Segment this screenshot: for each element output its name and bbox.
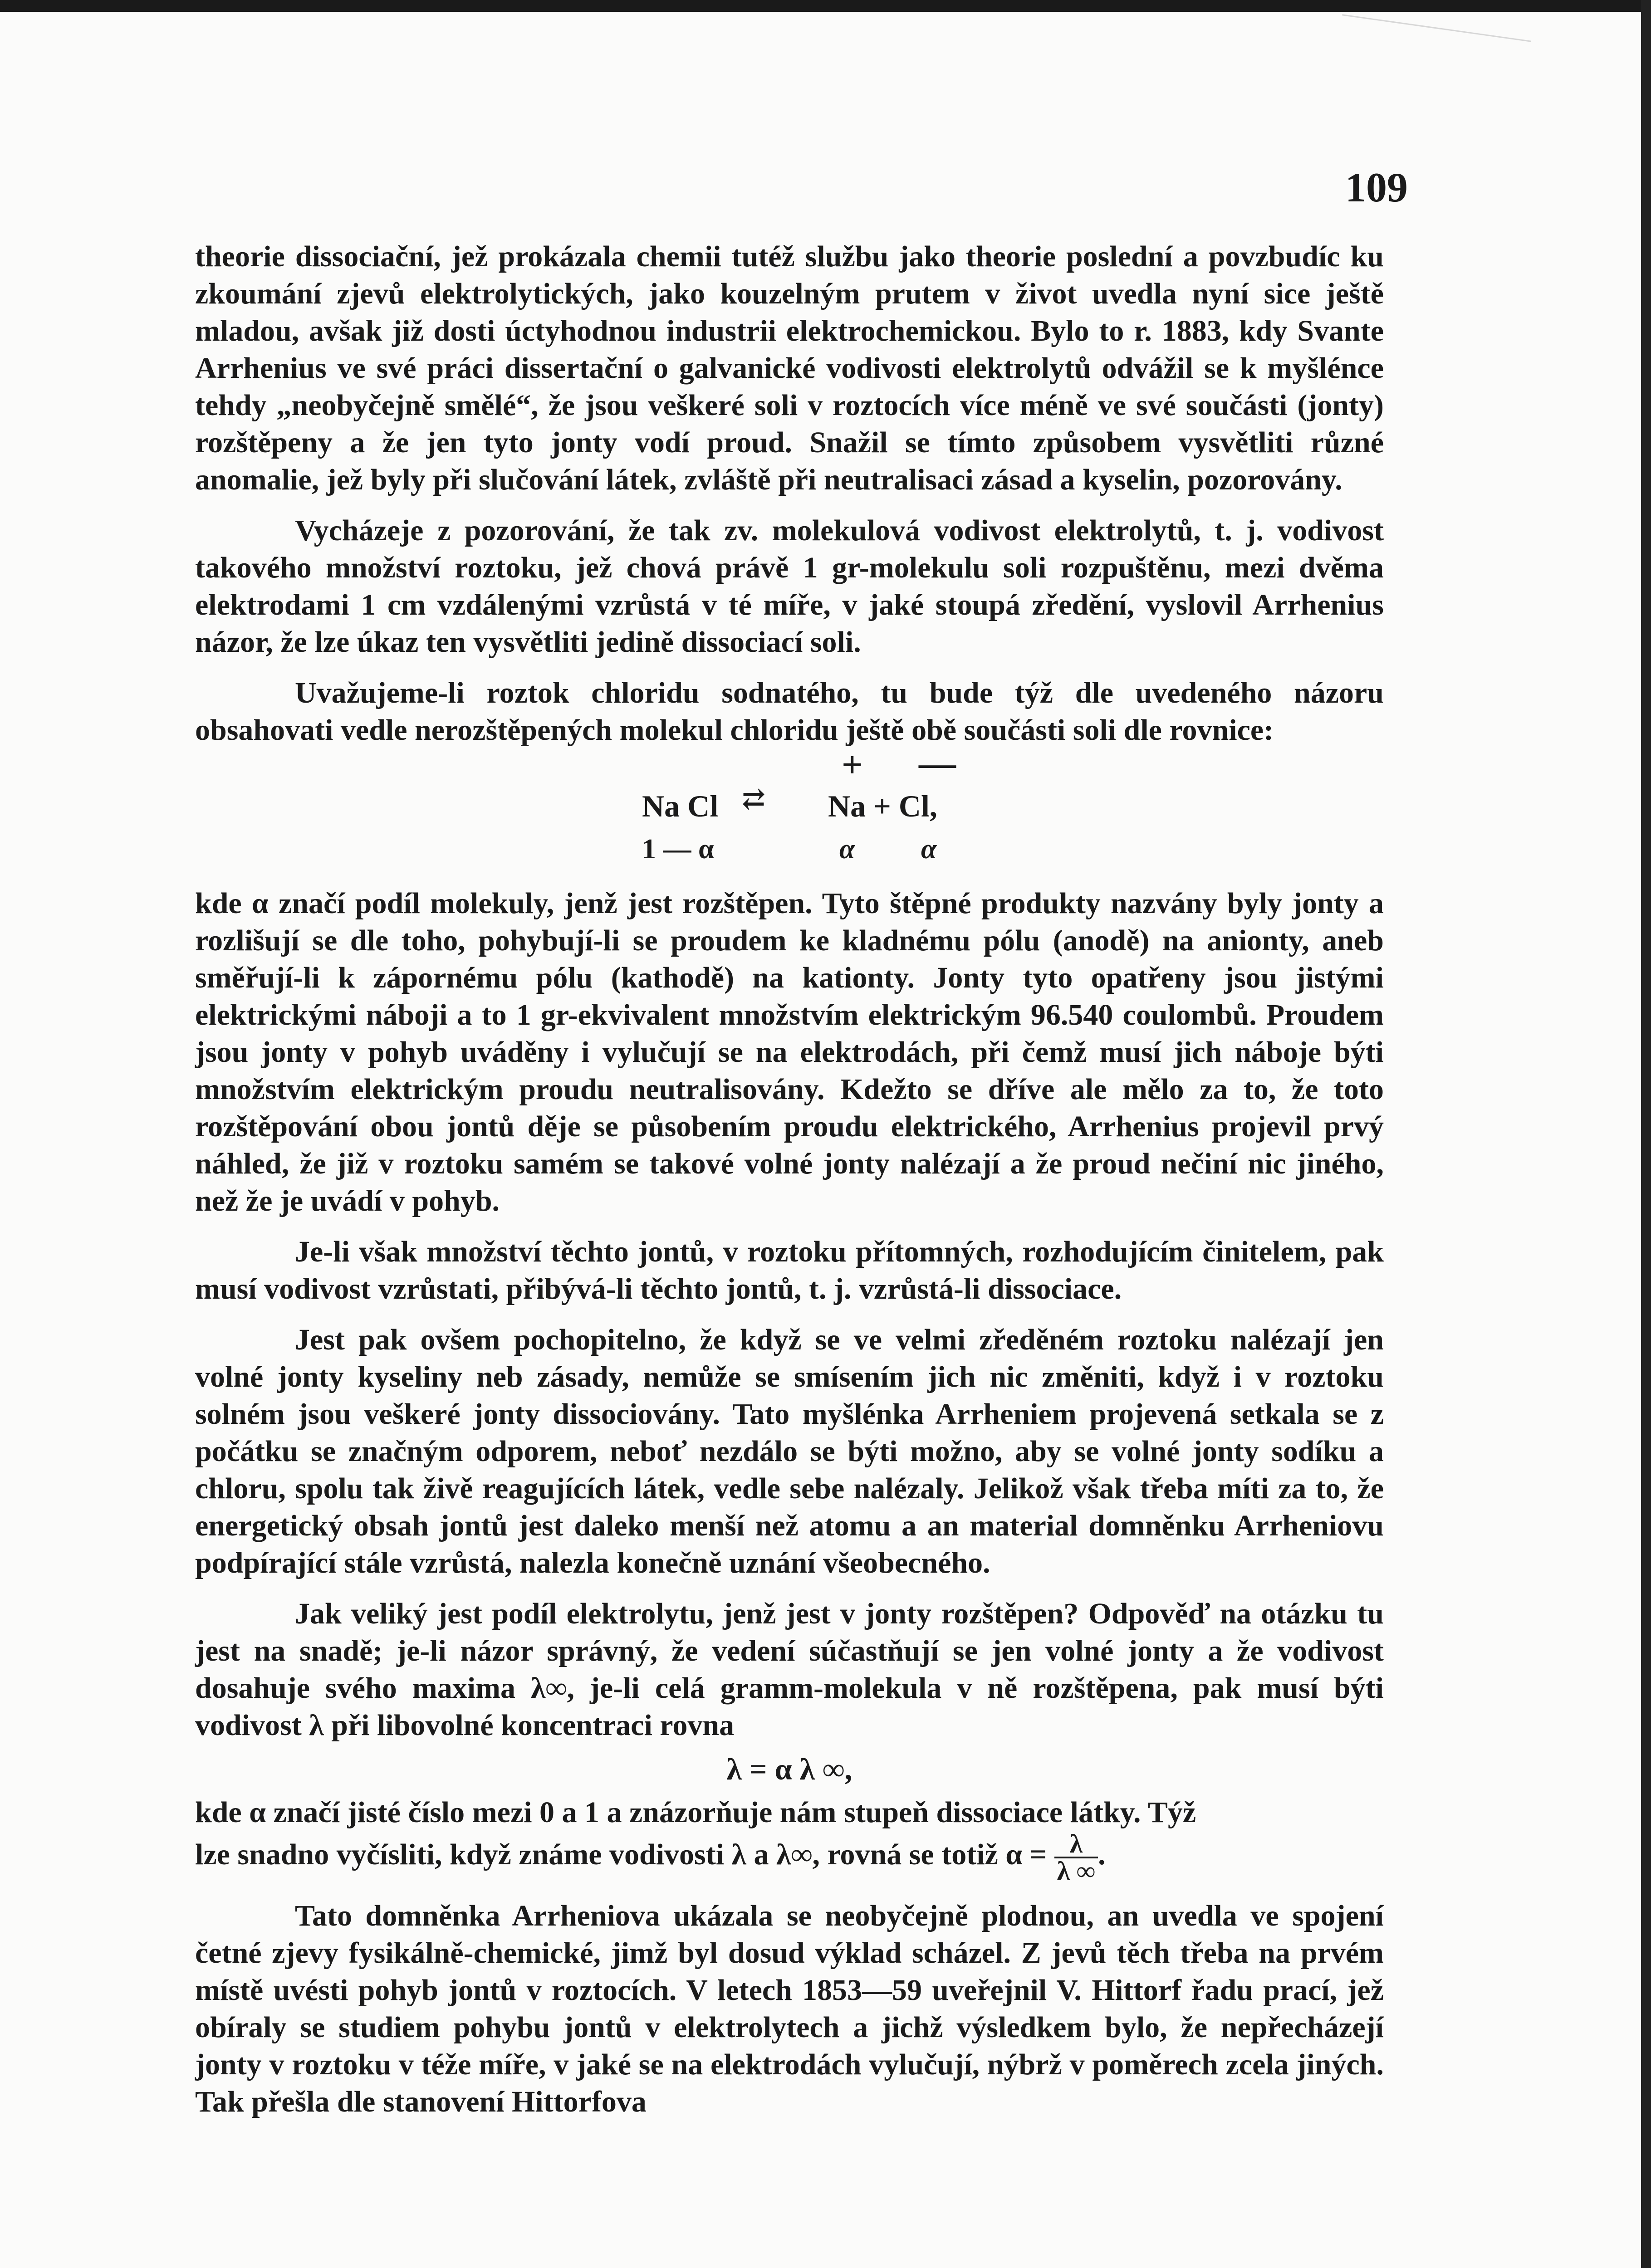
fraction-tail: . [1098,1838,1106,1872]
equation-left: Na Cl [642,789,719,823]
paragraph-1: theorie dissociační, jež prokázala chemii tutéž službu jako theorie poslední a povzbudíc ku zkoumání zjevů elektrolytických, jako kouzelným prutem v život uvedla nyní sice ještě mladou, avšak již dosti úctyhodnou industrii elektrochemickou. Bylo to r. 1883, kdy Svante Arrhenius ve své práci dissertační o galvanické vodivosti elektrolytů odvážil se k myšlénce tehdy „neobyčejně smělé“, že jsou veškeré soli v roztocích více méně ve své součásti (jonty) rozštěpeny a že jen tyto jonty vodí proud. Snažil se tímto způsobem vysvětliti různé anomalie, jež byly při slučování látek, zvláště při neutralisaci zásad a kyselin, pozorovány. [195,240,1384,496]
equation-below-na: α [839,834,855,865]
equilibrium-arrows: ⇄ [742,784,763,815]
equation-below-cl: α [921,834,937,865]
paragraph-3: Uvažujeme-li roztok chloridu sodnatého, tu bude týž dle uvedeného názoru obsahovati vedle nerozštěpených molekul chloridu ještě obě součásti soli dle rovnice: [195,676,1384,747]
fraction-denominator: λ ∞ [1057,1856,1096,1886]
paragraph-9-text: lze snadno vyčísliti, když známe vodivosti λ a λ∞, rovná se totiž α = [195,1838,1047,1872]
equation-right: Na + Cl, [828,789,937,823]
charge-plus: + [842,744,863,785]
equation-below-left: 1 — α [642,834,714,865]
equation-lambda: λ = α λ ∞, [726,1752,852,1786]
charge-minus: — [919,742,956,783]
fraction-numerator: λ [1054,1831,1098,1858]
paragraph-9 [195,1831,1384,1884]
paragraph-6: Jest pak ovšem pochopitelno, že když se ve velmi zředěném roztoku nalézají jen volné jonty kyseliny neb zásady, nemůže se smísením jich nic změniti, když i v roztoku solném jsou veškeré jonty dissociovány. Tato myšlénka Arrheniem projevená setkala se z počátku se značným odporem, neboť nezdálo se býti možno, aby se volné jonty sodíku a chloru, spolu tak živě reagujících látek, vedle sebe nalézaly. Jelikož však třeba míti za to, že energetický obsah jontů jest daleko menší než atomu a an material domněnku Arrheniovu podpírající stále vzrůstá, nalezla konečně uznání všeobecného. [195,1323,1384,1579]
paragraph-4: kde α značí podíl molekuly, jenž jest rozštěpen. Tyto štěpné produkty nazvány byly jonty a rozlišují se dle toho, pohybují-li se proudem ke kladnému pólu (anodě) na anionty, aneb směřují-li k zápornému pólu (kathodě) na kationty. Jonty tyto opatřeny jsou jistými elektrickými náboji a to 1 gr-ekvivalent množstvím elektrickým 96.540 coulombů. Proudem jsou jonty v pohyb uváděny i vylučují se na elektrodách, při čemž musí jich náboje býti množstvím elektrickým proudu neutralisovány. Kdežto se dříve ale mělo za to, že toto rozštěpování obou jontů děje se působením proudu elektrického, Arrhenius projevil prvý náhled, že již v roztoku samém se takové volné jonty nalézají a že proud nečiní nic jiného, než že je uvádí v pohyb. [195,887,1384,1217]
paragraph-7: Jak veliký jest podíl elektrolytu, jenž jest v jonty rozštěpen? Odpověď na otázku tu jest na snadě; je-li názor správný, že vedení súčastňují se jen volné jonty a že vodivost dosahuje svého maxima λ∞, je-li celá gramm-molekula v ně rozštěpena, pak musí býti vodivost λ při libovolné koncentraci rovna [195,1597,1384,1742]
paragraph-2: Vycházeje z pozorování, že tak zv. molekulová vodivost elektrolytů, t. j. vodivost takového množství roztoku, jež chová právě 1 gr-molekulu soli rozpuštěnu, mezi dvěma elektrodami 1 cm vzdálenými vzrůstá v té míře, v jaké stoupá zředění, vyslovil Arrhenius názor, že lze úkaz ten vysvětliti jedině dissociací soli. [195,514,1384,659]
paragraph-5: Je-li však množství těchto jontů, v roztoku přítomných, rozhodujícím činitelem, pak musí vodivost vzrůstati, přibývá-li těchto jontů, t. j. vzrůstá-li dissociace. [195,1235,1384,1305]
scan-artifact [1337,14,1531,83]
equation-nacl-dissociation [195,742,1384,885]
scan-border-right [1641,0,1651,2268]
paragraph-10: Tato domněnka Arrheniova ukázala se neobyčejně plodnou, an uvedla ve spojení četné zjevy fysikálně-chemické, jimž byl dosud výklad scházel. Z jevů těch třeba na prvém místě uvésti pohyb jontů v roztocích. V letech 1853—59 uveřejnil V. Hittorf řadu prací, jež obíraly se studiem pohybu jontů v elektrolytech a jichž výsledkem bylo, že nepřecházejí jonty v roztoku v téže míře, v jaké se na elektrodách vylučují, nýbrž v poměrech zcela jiných. Tak přešla dle stanovení Hittorfova [195,1899,1384,2118]
scan-border-top [0,0,1651,12]
paragraph-8: kde α značí jisté číslo mezi 0 a 1 a znázorňuje nám stupeň dissociace látky. Týž [195,1796,1196,1829]
page-number: 109 [1345,164,1408,210]
fraction-alpha [1054,1831,1098,1884]
body-text [195,238,1384,2121]
